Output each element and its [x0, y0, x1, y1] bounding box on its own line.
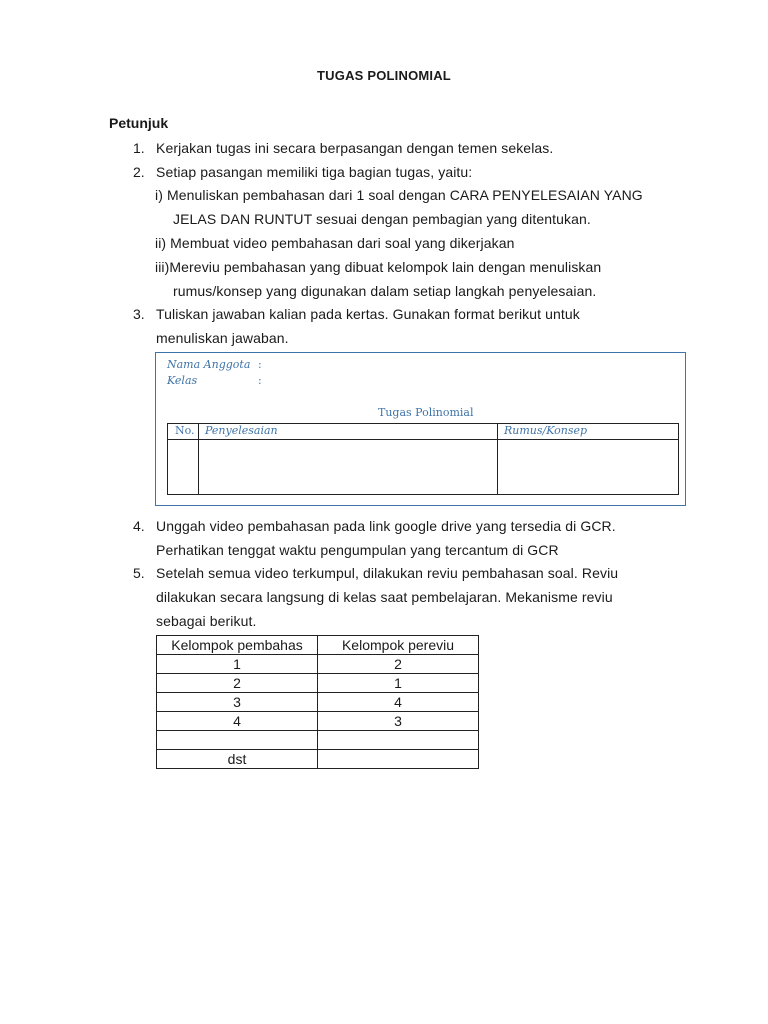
table-row: [157, 731, 479, 750]
header-kelompok-pereviu: Kelompok pereviu: [318, 636, 479, 655]
column-penyelesaian: Penyelesaian: [205, 424, 278, 437]
item-3-text: Tuliskan jawaban kalian pada kertas. Gunakan format berikut untuk: [156, 306, 580, 322]
table-row: [157, 712, 479, 731]
kelas-colon: :: [258, 374, 262, 387]
table-cell: [318, 731, 479, 750]
table-cell: 2: [157, 674, 318, 693]
item-5-continued-2: sebagai berikut.: [156, 613, 257, 629]
sub-item-ii: ii) Membuat video pembahasan dari soal yang dikerjakan: [155, 235, 515, 251]
table-row: [157, 750, 479, 769]
item-3-number: 3.: [133, 306, 145, 322]
answer-format-table: [167, 423, 679, 495]
review-table: [156, 635, 479, 769]
table-row: [157, 693, 479, 712]
item-1-number: 1.: [133, 140, 145, 156]
header-divider: [168, 439, 678, 440]
item-2-number: 2.: [133, 164, 145, 180]
item-4-text: Unggah video pembahasan pada link google drive yang tersedia di GCR.: [156, 518, 616, 534]
sub-item-i: i) Menuliskan pembahasan dari 1 soal dengan CARA PENYELESAIAN YANG: [155, 187, 643, 203]
table-cell: 4: [157, 712, 318, 731]
table-cell: 1: [157, 655, 318, 674]
document-title: TUGAS POLINOMIAL: [317, 68, 451, 83]
sub-item-iii: iii)Mereviu pembahasan yang dibuat kelompok lain dengan menuliskan: [155, 259, 602, 275]
table-cell: dst: [157, 750, 318, 769]
nama-colon: :: [258, 358, 262, 371]
column-divider-2: [497, 424, 498, 494]
item-1-text: Kerjakan tugas ini secara berpasangan dengan temen sekelas.: [156, 140, 554, 156]
table-row: [157, 674, 479, 693]
sub-item-i-continued: JELAS DAN RUNTUT sesuai dengan pembagian yang ditentukan.: [173, 211, 591, 227]
table-cell: 3: [157, 693, 318, 712]
header-kelompok-pembahas: Kelompok pembahas: [157, 636, 318, 655]
table-header-row: [157, 636, 479, 655]
item-2-text: Setiap pasangan memiliki tiga bagian tugas, yaitu:: [156, 164, 473, 180]
table-cell: 3: [318, 712, 479, 731]
column-divider-1: [198, 424, 199, 494]
item-4-continued: Perhatikan tenggat waktu pengumpulan yang tercantum di GCR: [156, 542, 559, 558]
column-no: No.: [175, 424, 195, 437]
table-cell: 4: [318, 693, 479, 712]
item-5-text: Setelah semua video terkumpul, dilakukan reviu pembahasan soal. Reviu: [156, 565, 619, 581]
item-4-number: 4.: [133, 518, 145, 534]
table-row: [157, 655, 479, 674]
answer-format-box: [155, 352, 686, 506]
item-3-continued: menuliskan jawaban.: [156, 330, 289, 346]
nama-anggota-label: Nama Anggota: [167, 358, 251, 371]
table-cell: [318, 750, 479, 769]
sub-item-iii-continued: rumus/konsep yang digunakan dalam setiap langkah penyelesaian.: [173, 283, 597, 299]
item-5-number: 5.: [133, 565, 145, 581]
form-table-title: Tugas Polinomial: [378, 406, 474, 419]
table-cell: 2: [318, 655, 479, 674]
table-cell: 1: [318, 674, 479, 693]
column-rumus-konsep: Rumus/Konsep: [504, 424, 588, 437]
table-cell: [157, 731, 318, 750]
instructions-heading: Petunjuk: [109, 115, 169, 131]
kelas-label: Kelas: [167, 374, 198, 387]
item-5-continued-1: dilakukan secara langsung di kelas saat pembelajaran. Mekanisme reviu: [156, 589, 613, 605]
